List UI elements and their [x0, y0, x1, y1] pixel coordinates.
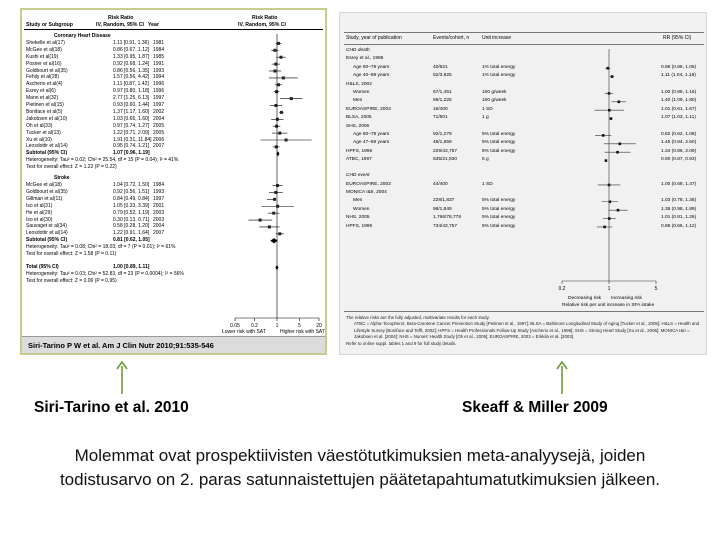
- rf-study-unit: 1 SD: [482, 181, 493, 187]
- rf-study-unit: 5% total energy: [482, 140, 516, 146]
- rf-group-title: H&LS, 2002: [346, 81, 372, 87]
- lf-study-name: Goldbourt et al(35): [26, 188, 68, 195]
- lf-study-year: 2005: [153, 122, 165, 129]
- lf-header-rr: Risk Ratio: [108, 15, 134, 21]
- rf-header-unit: Unit increase: [482, 35, 512, 41]
- lf-overall-effect: Test for overall effect: Z = 1.58 (P = 0.11): [26, 251, 117, 258]
- rf-study-events: 57/1,451: [433, 90, 452, 95]
- rf-study-ci: 1.03 (0.78, 1.36): [661, 198, 697, 204]
- rf-study-ci: 1.34 (0.86, 2.09): [661, 148, 697, 154]
- rf-study-unit: 5% total energy: [482, 132, 516, 137]
- rf-section-title: CHD event: [346, 173, 370, 179]
- lf-study-year: 2002: [153, 108, 165, 115]
- lf-subtotal-label: Subtotal (95% CI): [26, 150, 68, 157]
- lf-point-square: [273, 49, 276, 52]
- rf-study-events: 635/21,930: [433, 157, 458, 163]
- lf-point-square: [272, 212, 275, 215]
- lf-point-square: [277, 42, 280, 45]
- lf-point-square: [279, 56, 282, 59]
- rf-study-name: Women: [353, 90, 370, 95]
- lf-subtotal-ci: 1.07 [0.96, 1.19]: [113, 150, 150, 157]
- rf-study-unit: 5% total energy: [482, 223, 516, 229]
- lf-study-name: Shekelle et al(17): [26, 39, 65, 46]
- lf-tick-label: 20: [316, 323, 322, 329]
- lf-point-square: [276, 205, 279, 208]
- lf-overall-effect: Test for overall effect: Z = 1.22 (P = 0.22): [26, 164, 117, 171]
- body-text: Molemmat ovat prospektiivisten väestötutkimuksien meta-analyysejä, joiden todistusarvo on 2. paras satunnaistettujen päätetapahtumatutkimuksien jälkeen.: [59, 446, 661, 490]
- lf-study-name: Leosdottir et al(14): [26, 143, 68, 150]
- rf-header-events: Events/cohort, n: [433, 35, 470, 41]
- rf-study-ci: 1.01 (0.81, 1.26): [661, 215, 697, 221]
- lf-study-year: 1993: [153, 67, 165, 74]
- lf-study-name: McGee et al(18): [26, 182, 62, 189]
- rf-study-ci: 1.45 (0.84, 2.50): [661, 140, 697, 146]
- rf-study-unit: 1% total energy: [482, 73, 516, 79]
- lf-study-ci: 1.11 [0.87, 1.42]: [113, 81, 149, 88]
- lf-study-name: Leosdottir et al(14): [26, 230, 68, 237]
- rf-study-events: 71/501: [433, 115, 448, 121]
- rf-study-ci: 1.36 (0.98, 1.89): [661, 206, 697, 212]
- lf-study-ci: 0.95 [0.74, 1.21]: [113, 143, 150, 150]
- rf-study-events: 46/1,659: [433, 140, 452, 146]
- lf-study-ci: 2.77 [1.25, 6.13]: [113, 95, 150, 102]
- lf-study-ci: 1.22 [0.91, 1.64]: [113, 230, 150, 237]
- rf-tick-label: 5: [654, 286, 658, 292]
- rf-study-events: 229/43,757: [433, 148, 458, 154]
- lf-study-name: He et al(29): [26, 209, 53, 216]
- lf-tick-label: 0.05: [230, 323, 240, 329]
- rf-study-name: Age 60–79 years: [353, 132, 390, 137]
- lf-study-ci: 0.92 [0.56, 1.51]: [113, 188, 150, 195]
- lf-subtotal-ci: 0.81 [0.62, 1.05]: [113, 237, 150, 244]
- rf-study-unit: 100 g/week: [482, 90, 507, 95]
- lf-study-ci: 0.86 [0.67, 1.12]: [113, 46, 150, 53]
- lf-point-square: [282, 76, 285, 79]
- lf-study-name: Xu et al(10): [26, 136, 52, 143]
- rf-point-square: [618, 101, 621, 104]
- lf-study-name: Jakobsen et al(10): [26, 115, 68, 122]
- rf-study-ci: 1.07 (1.03, 1.11): [661, 115, 696, 121]
- lf-study-ci: 1.37 [1.17, 1.60]: [113, 108, 150, 115]
- lf-study-name: Mann et al(32): [26, 95, 59, 102]
- lf-study-year: 2007: [153, 230, 165, 237]
- lf-axis-right-label: Higher risk with SAT: [280, 329, 325, 335]
- lf-study-name: Esrey et al(6): [26, 88, 56, 95]
- lf-study-year: 2004: [153, 115, 165, 122]
- rf-study-ci: 1.01 (0.61, 1.67): [661, 106, 697, 112]
- lf-study-year: 2005: [153, 129, 165, 136]
- rf-study-ci: 0.82 (0.62, 1.08): [661, 132, 697, 137]
- lf-axis-left-label: Lower risk with SAT: [222, 329, 266, 335]
- rf-point-square: [619, 143, 622, 146]
- rf-study-unit: 5 g: [482, 157, 489, 163]
- lf-subtotal-diamond: [270, 238, 277, 243]
- lf-study-name: Tucker et al(13): [26, 129, 61, 136]
- lf-study-year: 1997: [153, 95, 165, 102]
- lf-study-year: 1984: [153, 182, 165, 189]
- lf-subtotal-label: Subtotal (95% CI): [26, 237, 68, 244]
- lf-study-name: Iso et al(31): [26, 202, 53, 209]
- lf-study-year: 1981: [153, 39, 165, 46]
- rf-study-unit: 1 g: [482, 115, 489, 121]
- lf-point-square: [275, 145, 278, 148]
- lf-header-year: Year: [148, 22, 159, 28]
- rf-study-events: 92/1,279: [433, 132, 452, 137]
- lf-study-ci: 1.33 [0.95, 1.87]: [113, 53, 150, 60]
- rf-notes-rule: [344, 311, 704, 312]
- lf-subgroup-title: Coronary Heart Disease: [54, 33, 111, 39]
- lf-point-square: [280, 111, 283, 114]
- lf-study-year: 1996: [153, 88, 165, 95]
- rf-study-name: NHS, 2005: [346, 215, 370, 221]
- lf-header-plot: Risk Ratio: [252, 15, 278, 21]
- lf-point-square: [276, 184, 279, 187]
- rf-group-title: Esrey et al., 1996: [346, 56, 384, 62]
- rf-study-name: Women: [353, 206, 370, 212]
- lf-study-year: 1993: [153, 188, 165, 195]
- rf-point-square: [602, 134, 605, 137]
- rf-point-square: [616, 151, 619, 154]
- lf-study-name: Iso et al(30): [26, 216, 53, 223]
- rf-study-events: 98/1,225: [433, 98, 452, 104]
- rf-study-unit: 5% total energy: [482, 198, 516, 204]
- rf-point-square: [611, 75, 614, 78]
- lf-point-square: [275, 90, 278, 93]
- rf-study-unit: 1% total energy: [482, 64, 516, 70]
- rf-study-unit: 5% total energy: [482, 215, 516, 221]
- rf-study-ci: 1.40 (1.09, 1.80): [661, 98, 697, 104]
- lf-tick-label: 0.2: [250, 323, 258, 329]
- lf-study-ci: 1.22 [0.71, 2.09]: [113, 129, 150, 136]
- lf-study-year: 2006: [153, 136, 165, 143]
- rf-study-name: Men: [353, 198, 363, 204]
- lf-point-square: [285, 139, 288, 142]
- lf-study-year: 1996: [153, 81, 165, 88]
- lf-study-year: 1991: [153, 60, 165, 67]
- lf-study-ci: 1.91 [0.31, 11.84]: [113, 136, 152, 143]
- caption-left: Siri-Tarino et al. 2010: [34, 399, 189, 416]
- rf-study-unit: 100 g/week: [482, 98, 507, 104]
- lf-study-name: Posner et al(16): [26, 60, 62, 67]
- lf-study-ci: 1.57 [0.56, 4.42]: [113, 74, 150, 81]
- lf-total-label: Total (95% CI): [26, 264, 59, 271]
- rf-study-name: BLSA, 2005: [346, 115, 372, 121]
- lf-total-heterogeneity: Heterogeneity: Tau² = 0.03; Chi² = 52.83, df = 23 (P = 0.0004); I² = 56%: [26, 270, 184, 277]
- rf-group-title: SHS, 2006: [346, 123, 370, 129]
- rf-point-square: [605, 159, 608, 162]
- rf-notes: [346, 315, 702, 347]
- lf-study-year: 2004: [153, 223, 165, 230]
- lf-study-name: Fehily et al(28): [26, 74, 60, 81]
- lf-point-square: [259, 219, 262, 222]
- lf-study-ci: 1.03 [0.66, 1.60]: [113, 115, 150, 122]
- lf-point-square: [273, 70, 276, 73]
- skeaff-miller-forest-plot: [339, 12, 707, 355]
- lf-study-name: Sauvaget et al(34): [26, 223, 67, 230]
- rf-note-1: The relative risks are the fully adjusted, multivariate results for each study.: [346, 315, 490, 320]
- rf-study-ci: 1.11 (1.04, 1.18): [661, 73, 696, 79]
- lf-study-name: McGee et al(18): [26, 46, 62, 53]
- lf-study-ci: 0.79 [0.52, 1.19]: [113, 209, 150, 216]
- rf-point-square: [610, 117, 613, 120]
- rf-study-ci: 0.90 (0.87, 0.93): [661, 157, 697, 163]
- caption-right: Skeaff & Miller 2009: [462, 399, 608, 416]
- lf-study-ci: 0.86 [0.56, 1.35]: [113, 67, 150, 74]
- rf-study-name: EUROASPIRE, 2003: [346, 181, 391, 187]
- rf-group-title: MONICA I&II, 2004: [346, 189, 387, 195]
- rf-study-name: Age 40–59 years: [353, 73, 390, 79]
- lf-point-square: [277, 83, 280, 86]
- lf-study-year: 1997: [153, 195, 165, 202]
- lf-study-name: Oh et al(33): [26, 122, 53, 129]
- rf-study-name: Men: [353, 98, 363, 104]
- rf-study-ci: 1.00 (0.68, 1.47): [661, 181, 697, 187]
- lf-subgroup-title: Stroke: [54, 175, 70, 182]
- lf-study-ci: 0.84 [0.49, 0.84]: [113, 195, 150, 202]
- rf-study-name: HPFS, 1996: [346, 223, 373, 229]
- lf-study-name: Ascherio et al(4): [26, 81, 63, 88]
- rf-study-events: 44/400: [433, 181, 448, 187]
- lf-study-name: Gillman et al(11): [26, 195, 63, 202]
- rf-study-unit: 5% total energy: [482, 148, 516, 154]
- rf-header-rr: RR (95% CI): [663, 35, 692, 41]
- lf-study-ci: 1.04 [0.72, 1.50]: [113, 182, 150, 189]
- lf-study-name: Goldbourt et al(35): [26, 67, 68, 74]
- lf-header-rr-sub: IV, Random, 95% CI: [96, 22, 144, 28]
- rf-study-ci: 0.96 (0.88, 1.05): [661, 64, 697, 70]
- rf-study-events: 52/3,925: [433, 73, 452, 79]
- lf-point-square: [278, 132, 281, 135]
- lf-study-year: 1997: [153, 102, 165, 108]
- lf-point-square: [268, 225, 271, 228]
- rf-study-events: 228/1,837: [433, 198, 455, 204]
- lf-study-name: Pietinen et al(15): [26, 102, 64, 108]
- lf-study-name: Boniface et al(5): [26, 108, 63, 115]
- rf-note-3: Refer to online suppl. tables 1 and 9 for full study details.: [346, 340, 457, 346]
- rf-note-2: ATBC = Alpha-Tocopherol, Beta-Carotene Cancer Prevention Study [Pietinen et al., 1997]; BLSA = Baltimore Longitudinal Study of Aging [Tucker et al., 2005]; H&LS = Health and Lifestyle Survey [Boniface and Tefft, 2002]; HPFS = Health Professionals Follow-Up Study [Ascherio et al., 1996]; SHS = Strong Heart Study [Xu et al., 2006]; MONICA I&II = Jakobsen et al. [2004]; NHS = Nurses' Health Study [Oh et al., 2005]; EUROASPIRE, 2003 = Erkkila et al. [2003].: [354, 321, 700, 340]
- rf-tick-label: 1: [607, 286, 611, 292]
- rf-study-name: EUROASPIRE, 2003: [346, 106, 391, 112]
- rf-study-events: 734/43,757: [433, 223, 458, 229]
- lf-header-plot-sub: IV, Random, 95% CI: [238, 22, 286, 28]
- rf-study-unit: 5% total energy: [482, 206, 516, 212]
- rf-tick-label: 0.2: [558, 286, 566, 292]
- lf-study-ci: 0.93 [0.60, 1.44]: [113, 102, 150, 108]
- lf-point-square: [276, 118, 279, 121]
- rf-study-name: Age 47–59 years: [353, 140, 390, 146]
- rf-study-ci: 0.86 (0.66, 1.12): [661, 223, 697, 229]
- rf-study-unit: 1 SD: [482, 106, 493, 112]
- lf-study-year: 2007: [153, 143, 165, 150]
- siri-tarino-forest-plot: [20, 8, 327, 355]
- rf-axis-increasing: Increasing risk: [611, 296, 642, 301]
- lf-study-ci: 0.30 [0.13, 0.71]: [113, 216, 150, 223]
- lf-study-year: 2003: [153, 209, 165, 216]
- rf-section-title: CHD death: [346, 48, 370, 53]
- left-arrow-icon: [115, 360, 129, 396]
- lf-study-year: 2001: [153, 202, 165, 209]
- lf-study-year: 1994: [153, 74, 165, 81]
- rf-axis-label: Relative risk per unit increase in SFA intake: [562, 303, 655, 308]
- lf-total-overall-effect: Test for overall effect: Z = 0.06 (P = 0.95): [26, 277, 117, 284]
- lf-tick-label: 1: [275, 323, 279, 329]
- lf-total-ci: 1.00 [0.89, 1.11]: [113, 264, 150, 271]
- right-arrow-icon: [555, 360, 569, 396]
- lf-study-ci: 0.58 [0.28, 1.20]: [113, 223, 150, 230]
- lf-header-study: Study or Subgroup: [26, 22, 73, 28]
- lf-study-ci: 0.97 [0.80, 1.18]: [113, 88, 150, 95]
- rf-study-name: Age 60–79 years: [353, 64, 390, 70]
- lf-heterogeneity: Heterogeneity: Tau² = 0.02; Chi² = 25.54, df = 15 (P = 0.04); I² = 41%: [26, 157, 179, 164]
- rf-study-name: ATBC, 1997: [346, 157, 372, 163]
- lf-study-ci: 1.05 [0.33, 3.39]: [113, 202, 150, 209]
- lf-plot-svg: [22, 10, 327, 355]
- rf-point-square: [617, 209, 620, 212]
- lf-heterogeneity: Heterogeneity: Tau² = 0.08; Chi² = 18.03, df = 7 (P = 0.01); I² = 61%: [26, 244, 176, 251]
- rf-study-events: 40/621: [433, 64, 448, 70]
- lf-study-year: 1985: [153, 53, 165, 60]
- lf-tick-label: 5: [298, 323, 301, 329]
- lf-study-ci: 1.11 [0.91, 1.36]: [113, 39, 149, 46]
- lf-study-name: Kushi et al(19): [26, 53, 59, 60]
- lf-citation: Siri-Tarino P W et al. Am J Clin Nutr 2010;91:535-546: [22, 336, 325, 353]
- rf-study-name: HPFS, 1996: [346, 148, 373, 154]
- rf-point-square: [603, 226, 606, 229]
- lf-point-square: [290, 97, 293, 100]
- rf-study-ci: 1.00 (0.86, 1.16): [661, 90, 697, 95]
- rf-study-events: 98/1,849: [433, 206, 452, 212]
- lf-study-ci: 0.97 [0.74, 1.27]: [113, 122, 150, 129]
- rf-header-study: Study, year of publication: [346, 35, 402, 41]
- lf-point-square: [275, 125, 278, 128]
- rf-study-events: 1,766/78,778: [433, 215, 462, 221]
- lf-point-square: [273, 198, 276, 201]
- rf-study-events: 16/400: [433, 106, 448, 112]
- lf-study-ci: 0.92 [0.68, 1.24]: [113, 60, 150, 67]
- lf-study-year: 2003: [153, 216, 165, 223]
- lf-study-year: 1984: [153, 46, 165, 53]
- lf-point-square: [278, 232, 281, 235]
- rf-axis-decreasing: Decreasing risk: [568, 296, 602, 301]
